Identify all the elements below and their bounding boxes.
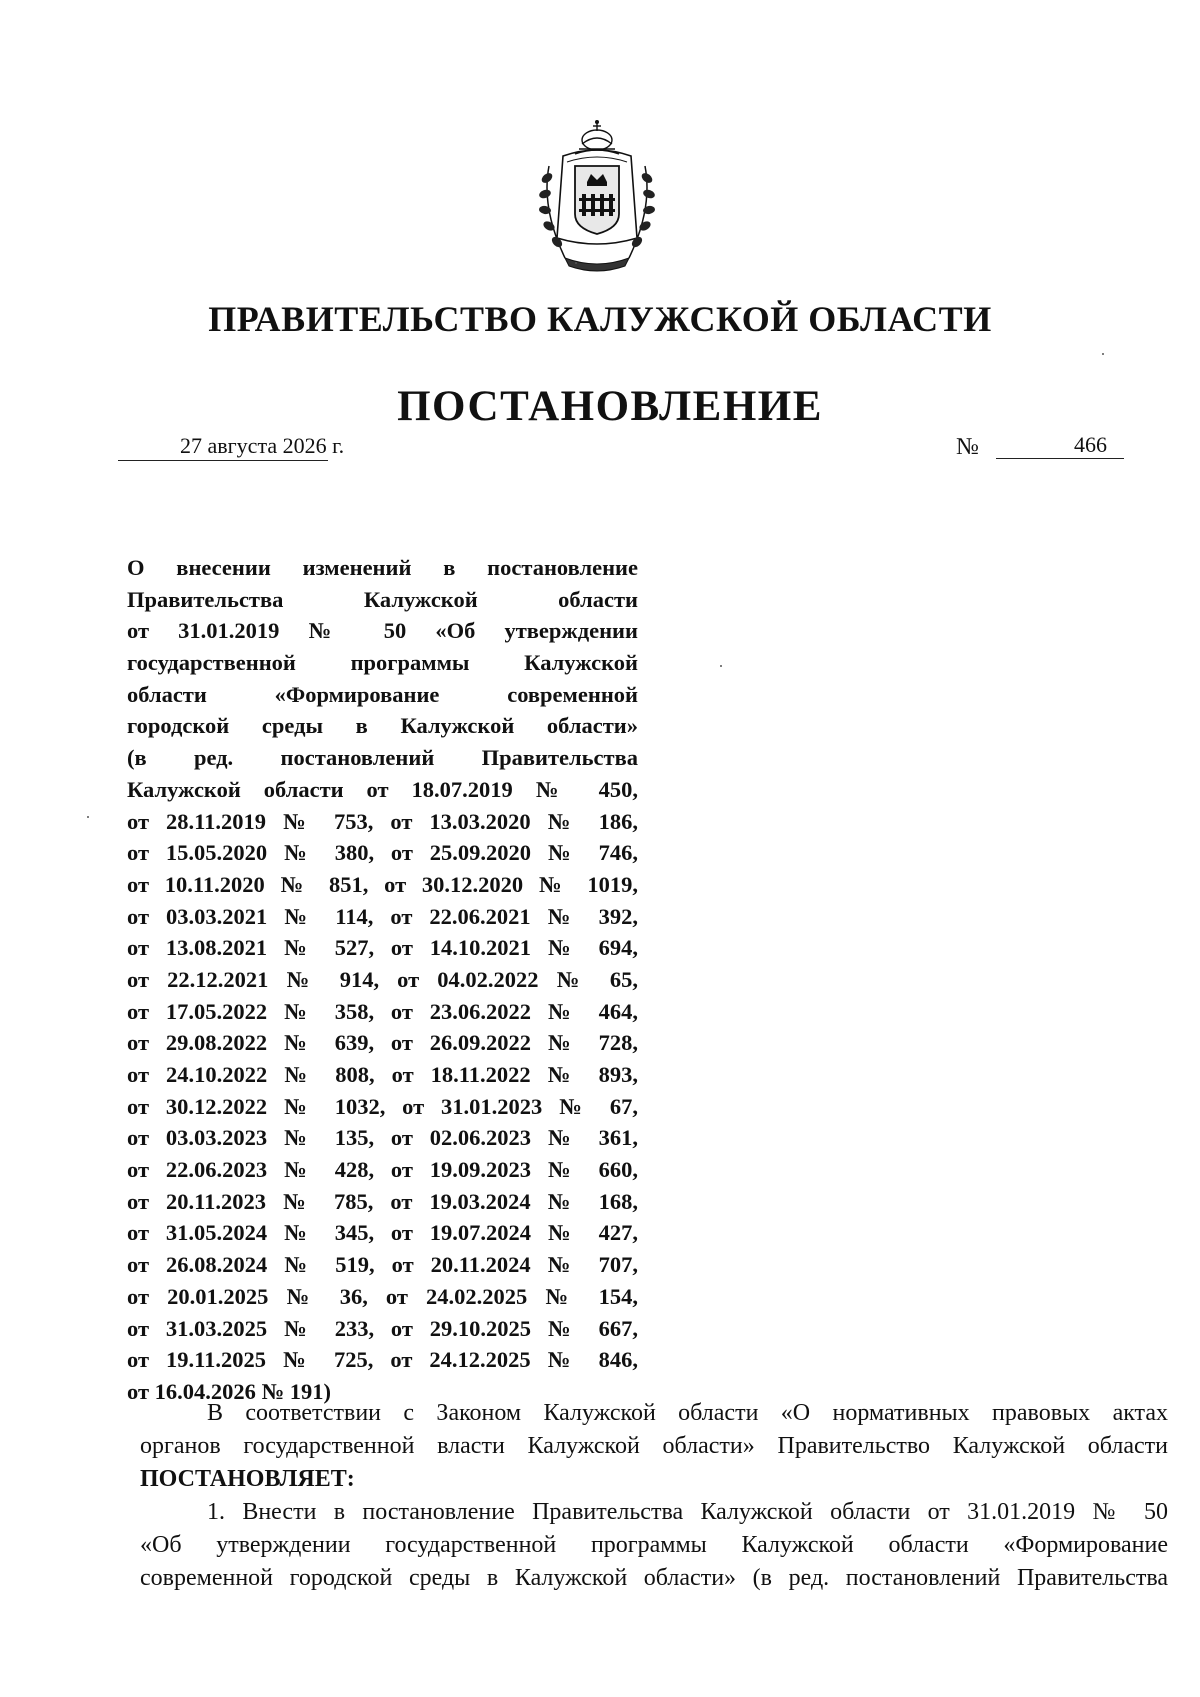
title-line: Правительства Калужской области <box>127 586 638 612</box>
government-name: ПРАВИТЕЛЬСТВО КАЛУЖСКОЙ ОБЛАСТИ <box>208 299 992 339</box>
decree-word: ПОСТАНОВЛЯЕТ: <box>140 1466 355 1492</box>
title-line: от 24.10.2022 № 808, от 18.11.2022 № 893, <box>127 1062 638 1087</box>
title-line: от 16.04.2026 № 191) <box>127 1378 331 1404</box>
title-line: от 20.11.2023 № 785, от 19.03.2024 № 168, <box>127 1188 638 1214</box>
title-line: от 15.05.2020 № 380, от 25.09.2020 № 746, <box>127 840 638 866</box>
title-line: городской среды в Калужской области» <box>127 713 638 739</box>
body-line: В соответствии с Законом Калужской области «О нормативных правовых актах <box>207 1400 1168 1426</box>
title-line: от 29.08.2022 № 639, от 26.09.2022 № 728, <box>127 1030 638 1056</box>
number-underline <box>996 432 1124 459</box>
title-line: О внесении изменений в постановление <box>127 555 638 580</box>
title-line: области «Формирование современной <box>127 681 638 707</box>
body-line: современной городской среды в Калужской области» (в ред. постановлений Правительства <box>140 1565 1168 1591</box>
body-line: органов государственной власти Калужской области» Правительство Калужской области <box>140 1433 1168 1459</box>
body-line: «Об утверждении государственной программы Калужской области «Формирование <box>140 1532 1168 1558</box>
title-line: от 19.11.2025 № 725, от 24.12.2025 № 846, <box>127 1347 638 1373</box>
document-type-heading: ПОСТАНОВЛЕНИЕ <box>397 383 823 430</box>
title-line: от 17.05.2022 № 358, от 23.06.2022 № 464, <box>127 998 638 1024</box>
number-sign: № <box>956 434 979 460</box>
coat-of-arms-icon <box>535 118 659 278</box>
title-line: от 28.11.2019 № 753, от 13.03.2020 № 186, <box>127 808 638 834</box>
title-line: от 30.12.2022 № 1032, от 31.01.2023 № 67, <box>127 1093 638 1119</box>
title-line: от 22.12.2021 № 914, от 04.02.2022 № 65, <box>127 966 638 992</box>
scan-speck <box>87 816 89 818</box>
title-line: от 10.11.2020 № 851, от 30.12.2020 № 1019, <box>127 871 638 897</box>
date-field <box>118 430 345 461</box>
title-line: от 03.03.2023 № 135, от 02.06.2023 № 361, <box>127 1125 638 1151</box>
title-line: от 22.06.2023 № 428, от 19.09.2023 № 660, <box>127 1157 638 1183</box>
title-line: от 20.01.2025 № 36, от 24.02.2025 № 154, <box>127 1283 638 1309</box>
title-line: (в ред. постановлений Правительства <box>127 745 638 771</box>
title-line: от 26.08.2024 № 519, от 20.11.2024 № 707, <box>127 1252 638 1278</box>
scan-speck <box>720 665 722 667</box>
document-number: 466 <box>1074 432 1107 457</box>
decree-title <box>127 552 638 1408</box>
body-line: 1. Внести в постановление Правительства Калужской области от 31.01.2019 № 50 <box>207 1499 1168 1525</box>
title-line: Калужской области от 18.07.2019 № 450, <box>127 776 638 802</box>
title-line: от 13.08.2021 № 527, от 14.10.2021 № 694, <box>127 935 638 961</box>
scan-speck <box>1102 353 1104 355</box>
title-line: от 31.05.2024 № 345, от 19.07.2024 № 427, <box>127 1220 638 1246</box>
title-line: государственной программы Калужской <box>127 650 638 676</box>
title-line: от 31.01.2019 № 50 «Об утверждении <box>127 618 638 644</box>
number-field <box>956 426 1126 460</box>
title-line: от 31.03.2025 № 233, от 29.10.2025 № 667, <box>127 1315 638 1341</box>
title-line: от 03.03.2021 № 114, от 22.06.2021 № 392, <box>127 903 638 929</box>
decree-body <box>140 1397 1168 1595</box>
document-date: 27 августа 2026 г. <box>180 433 345 458</box>
scan-speck <box>575 262 577 264</box>
